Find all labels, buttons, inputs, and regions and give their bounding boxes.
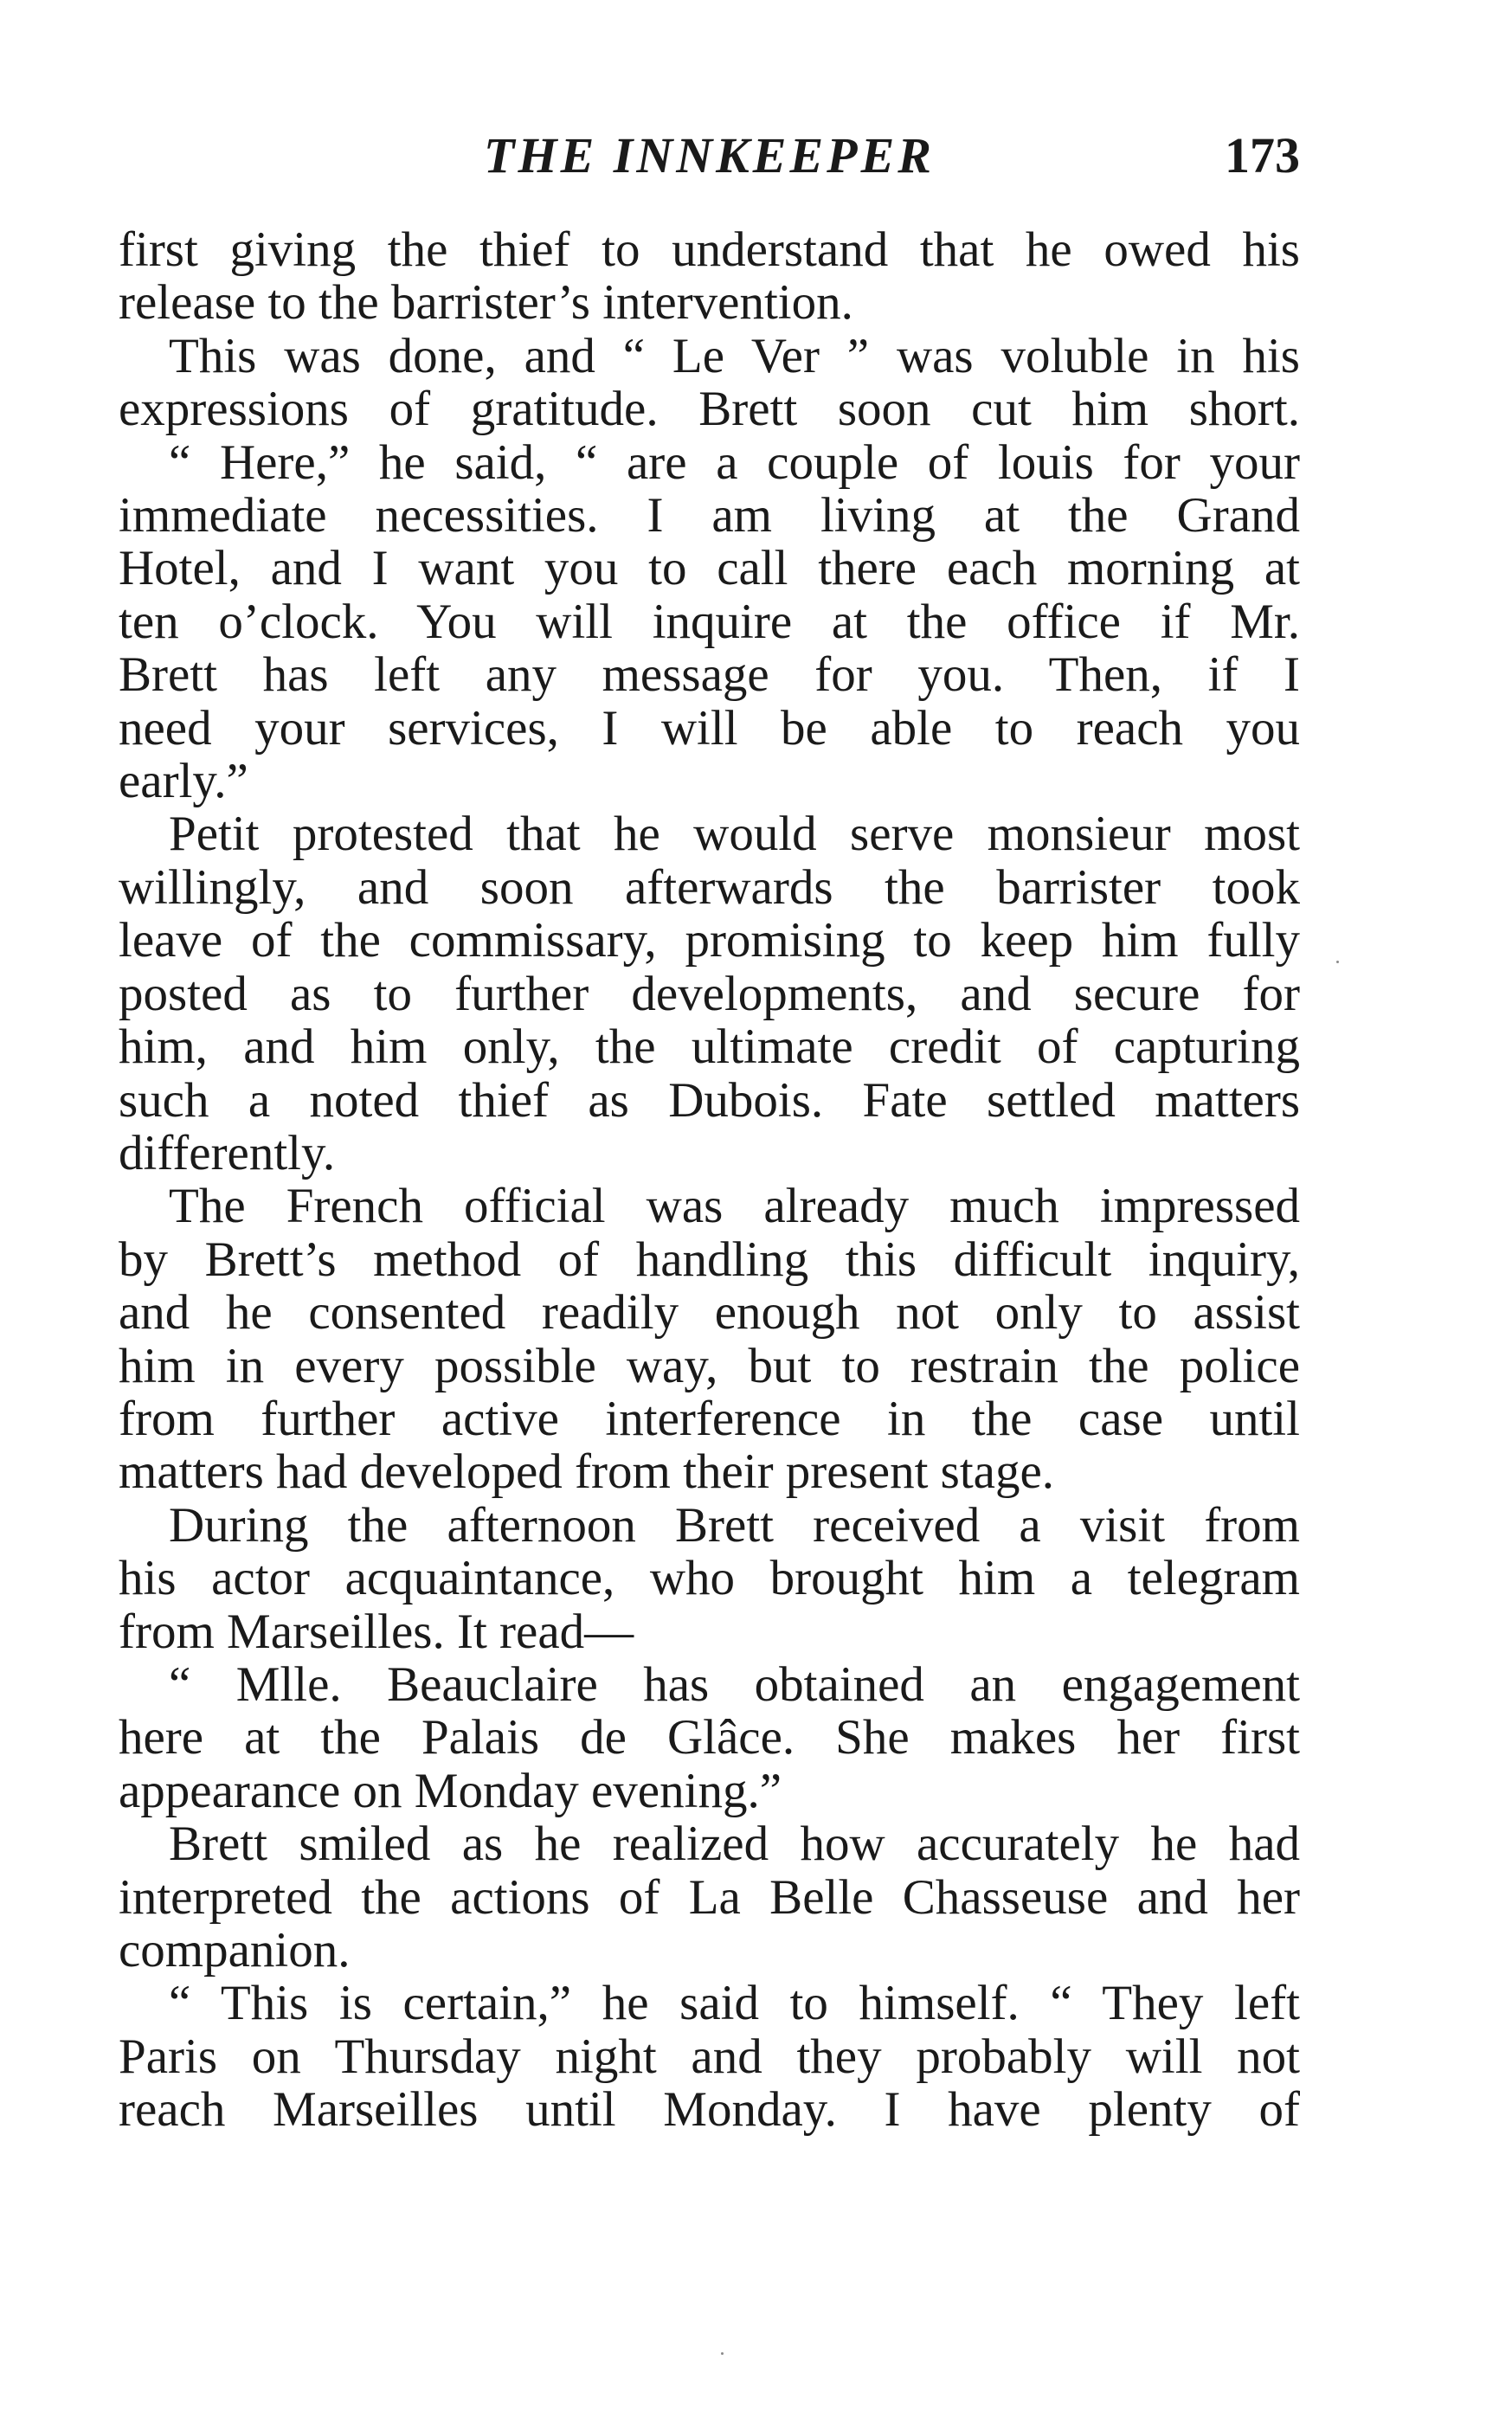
paragraph-telegram <box>119 1658 1300 1817</box>
text-line: here at the Palais de Glâce. She makes her first <box>119 1711 1300 1765</box>
text-line: him, and him only, the ultimate credit of capturing <box>119 1020 1300 1074</box>
paragraph <box>119 1977 1300 2136</box>
text-line: The French official was already much impressed <box>169 1180 1300 1233</box>
text-line: immediate necessities. I am living at the Grand <box>119 489 1300 543</box>
text-line: early.” <box>119 755 248 808</box>
text-line: “ Mlle. Beauclaire has obtained an engagement <box>169 1657 1300 1712</box>
text-line: differently. <box>119 1126 336 1180</box>
running-title: THE INNKEEPER <box>484 127 935 183</box>
text-line: companion. <box>119 1924 351 1978</box>
paragraph <box>119 1180 1300 1498</box>
text-line: “ This is certain,” he said to himself. “ They left <box>169 1977 1300 2030</box>
text-line: willingly, and soon afterwards the barrister took <box>119 860 1300 915</box>
text-line: Brett smiled as he realized how accurately he had <box>169 1817 1300 1871</box>
paragraph <box>119 1817 1300 1977</box>
text-line: his actor acquaintance, who brought him a telegram <box>119 1552 1300 1605</box>
text-line: and he consented readily enough not only to assist <box>119 1286 1300 1340</box>
text-line: from further active interference in the case until <box>119 1392 1300 1446</box>
text-line: need your services, I will be able to reach you <box>119 701 1300 756</box>
paragraph-continuation <box>119 223 1300 330</box>
text-line: ten o’clock. You will inquire at the office if Mr. <box>119 595 1300 649</box>
text-line: by Brett’s method of handling this difficult inquiry, <box>119 1232 1300 1287</box>
text-line: Brett has left any message for you. Then, if I <box>119 648 1300 702</box>
text-line: interpreted the actions of La Belle Chasseuse and her <box>119 1870 1300 1924</box>
text-line: This was done, and “ Le Ver ” was voluble in his <box>169 329 1300 383</box>
text-line: first giving the thief to understand that he owed his <box>119 223 1300 277</box>
text-line: Hotel, and I want you to call there each morning at <box>119 542 1300 595</box>
paper-speck <box>1336 961 1339 963</box>
text-line: appearance on Monday evening.” <box>119 1764 782 1818</box>
text-line: matters had developed from their present stage. <box>119 1445 1055 1499</box>
body-text <box>119 223 1300 2137</box>
paragraph <box>119 807 1300 1180</box>
text-line: him in every possible way, but to restrain the police <box>119 1339 1300 1392</box>
paragraph <box>119 1499 1300 1658</box>
running-head <box>119 121 1300 190</box>
text-line: “ Here,” he said, “ are a couple of louis for your <box>169 435 1300 490</box>
text-line: from Marseilles. It read— <box>119 1605 634 1658</box>
text-line: release to the barrister’s intervention. <box>119 276 853 330</box>
text-line: leave of the commissary, promising to keep him fully <box>119 914 1300 968</box>
text-line: Petit protested that he would serve monsieur most <box>169 807 1300 861</box>
page-number: 173 <box>1225 127 1300 183</box>
text-line: During the afternoon Brett received a visit from <box>169 1498 1300 1553</box>
text-line: expressions of gratitude. Brett soon cut him short. <box>119 383 1300 436</box>
paragraph <box>119 330 1300 436</box>
paper-speck <box>721 2352 724 2355</box>
text-line: posted as to further developments, and secure for <box>119 967 1300 1021</box>
text-line: Paris on Thursday night and they probably will not <box>119 2029 1300 2084</box>
text-line: such a noted thief as Dubois. Fate settled matters <box>119 1073 1300 1127</box>
paragraph <box>119 436 1300 808</box>
text-line: reach Marseilles until Monday. I have plenty of <box>119 2083 1300 2137</box>
